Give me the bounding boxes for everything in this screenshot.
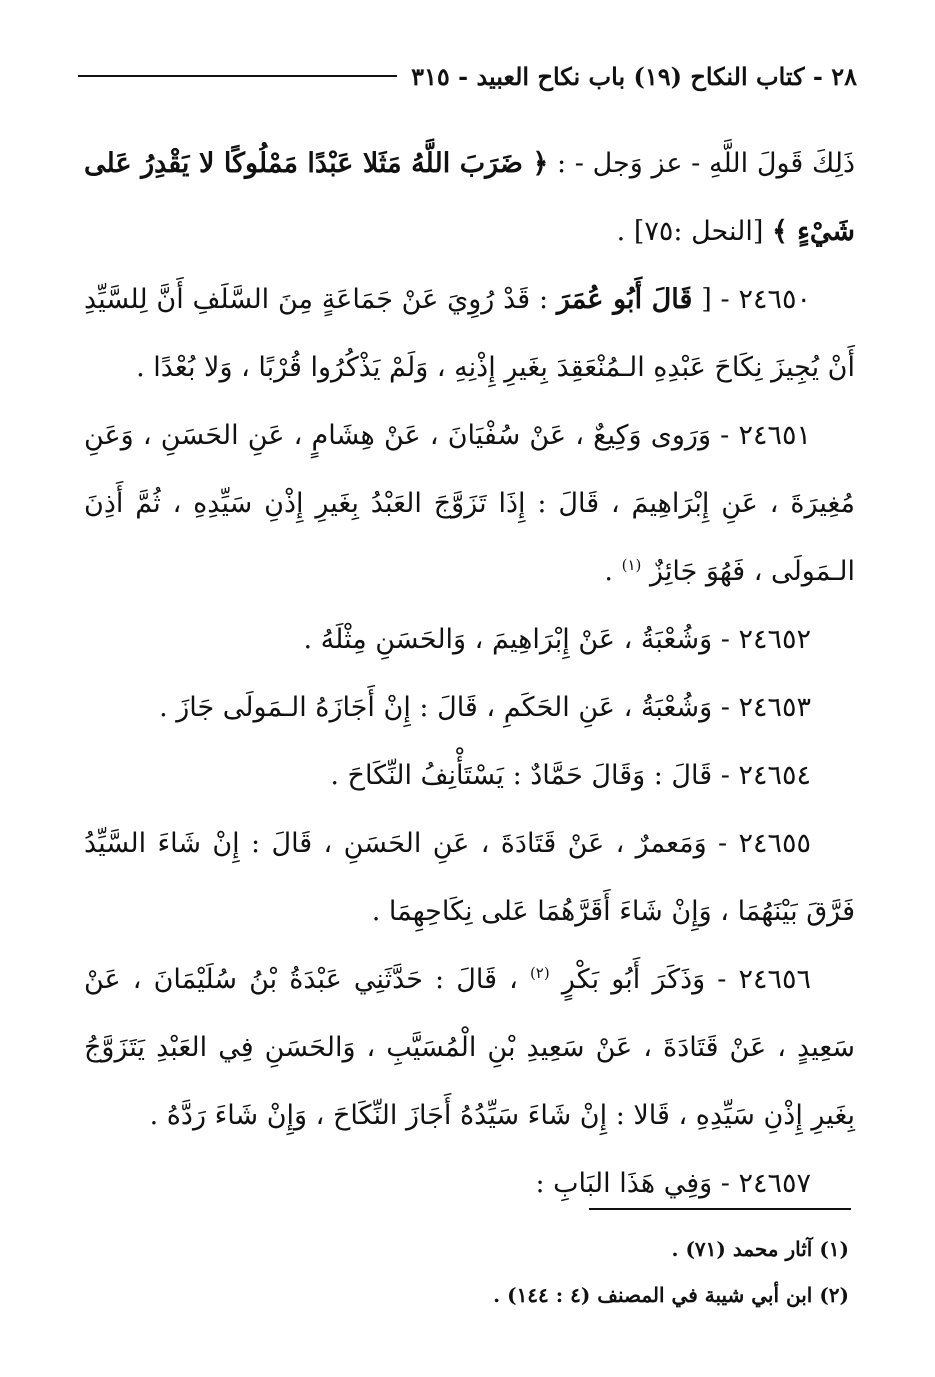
dash-separator: - (710, 420, 739, 451)
paragraph-number: ٢٤٦٥٥ (738, 828, 811, 859)
paragraph-number: ٢٤٦٥١ (738, 420, 811, 451)
header-title: ٢٨ - كتاب النكاح (١٩) باب نكاح العبيد - ٣١٥ (411, 61, 857, 91)
dash-separator: - (706, 828, 739, 859)
paragraph-text-a: وَذَكَرَ أَبُو بَكْرٍ (561, 964, 706, 995)
speaker-name: قَالَ أَبُو عُمَرَ (556, 284, 693, 315)
footnote-ref-2[interactable]: (٢) (529, 964, 550, 982)
running-header (78, 56, 857, 96)
open-bracket: [ (692, 284, 712, 315)
paragraph-text: قَالَ : وَقَالَ حَمَّادٌ : يَسْتَأْنِفُ النِّكَاحَ . (330, 760, 713, 791)
paragraph-number: ٢٤٦٥٦ (738, 964, 811, 995)
dash-separator: - (711, 284, 739, 315)
paragraph-24655 (84, 810, 855, 946)
footnote-2: (٢) ابن أبي شيبة في المصنف (٤ : ١٤٤) . (493, 1283, 849, 1307)
paragraph-number: ٢٤٦٥٤ (738, 760, 811, 791)
paragraph-number: ٢٤٦٥٣ (738, 692, 811, 723)
paragraph-number: ٢٤٦٥٢ (738, 624, 811, 655)
paragraph-24652 (84, 606, 855, 674)
paragraph-24651 (84, 402, 855, 606)
paragraph-number: ٢٤٦٥٠ (738, 284, 811, 315)
main-text (84, 130, 855, 1218)
dash-separator: - (712, 1168, 739, 1199)
paragraph-text: وَرَوى وَكِيعٌ ، عَنْ سُفْيَانَ ، عَنْ هِشَامٍ ، عَنِ الحَسَنِ ، وَعَنِ مُغِيرَةَ ، عَنِ إِبْرَاهِيمَ ، قَالَ : إِذَا تَزَوَّجَ العَبْدُ بِغَيرِ إِذْنِ سَيِّدِهِ ، ثُمَّ أَذِنَ الـمَولَى ، فَهُوَ جَائِزٌ (84, 420, 855, 587)
header-rule (78, 75, 397, 77)
paragraph-text: وَشُعْبَةُ ، عَنِ الحَكَمِ ، قَالَ : إِنْ أَجَازَهُ الـمَولَى جَازَ . (159, 692, 713, 723)
quran-verse: ﴿ ضَرَبَ اللَّهُ مَثَلا عَبْدًا مَمْلُوكًا لا يَقْدِرُ عَلى شَيْءٍ ﴾ (84, 148, 855, 247)
intro-prefix: ذَلِكَ قَولَ اللَّهِ - عز وَجل - : (548, 148, 855, 179)
footnote-ref-1[interactable]: (١) (621, 556, 642, 574)
dash-separator: - (705, 964, 739, 995)
paragraph-text: : قَدْ رُوِيَ عَنْ جَمَاعَةٍ مِنَ السَّلَفِ أَنَّ لِلسَّيِّدِ أَنْ يُجِيزَ نِكَاحَ عَبْدِهِ الـمُنْعَقِدَ بِغَيرِ إِذْنِهِ ، وَلَمْ يَذْكُرُوا قُرْبًا ، وَلا بُعْدًا . (84, 284, 855, 383)
paragraph-text: وَمَعمرٌ ، عَنْ قَتَادَةَ ، عَنِ الحَسَنِ ، قَالَ : إِنْ شَاءَ السَّيِّدُ فَرَّقَ بَيْنَهُمَا ، وَإِنْ شَاءَ أَقَرَّهُمَا عَلى نِكَاحِهِمَا . (84, 828, 855, 927)
paragraph-24650 (84, 266, 855, 402)
footnote-1: (١) آثار محمد (٧١) . (671, 1237, 849, 1261)
paragraph-end: . (604, 556, 622, 587)
paragraph-24654 (84, 742, 855, 810)
paragraph-text: وَشُعْبَةُ ، عَنْ إِبْرَاهِيمَ ، وَالحَسَنِ مِثْلَهُ . (303, 624, 713, 655)
footnote-rule (589, 1208, 851, 1210)
paragraph-24656 (84, 946, 855, 1150)
intro-paragraph (84, 130, 855, 266)
verse-citation: [النحل :٧٥] . (616, 216, 772, 247)
paragraph-text-b: ، قَالَ : حَدَّثَنِي عَبْدَةُ بْنُ سُلَيْمَانَ ، عَنْ سَعِيدٍ ، عَنْ قَتَادَةَ ، عَنْ سَعِيدِ بْنِ الْمُسَيَّبِ ، وَالحَسَنِ فِي العَبْدِ يَتَزَوَّجُ بِغَيرِ إِذْنِ سَيِّدِهِ ، قَالا : إِنْ شَاءَ سَيِّدُهُ أَجَازَ النِّكَاحَ ، وَإِنْ شَاءَ رَدَّهُ . (84, 964, 855, 1131)
dash-separator: - (712, 692, 739, 723)
dash-separator: - (712, 624, 739, 655)
dash-separator: - (712, 760, 739, 791)
footnotes (84, 1226, 849, 1318)
paragraph-number: ٢٤٦٥٧ (738, 1168, 811, 1199)
paragraph-text: وَفِي هَذَا البَابِ : (535, 1168, 713, 1199)
paragraph-24653 (84, 674, 855, 742)
